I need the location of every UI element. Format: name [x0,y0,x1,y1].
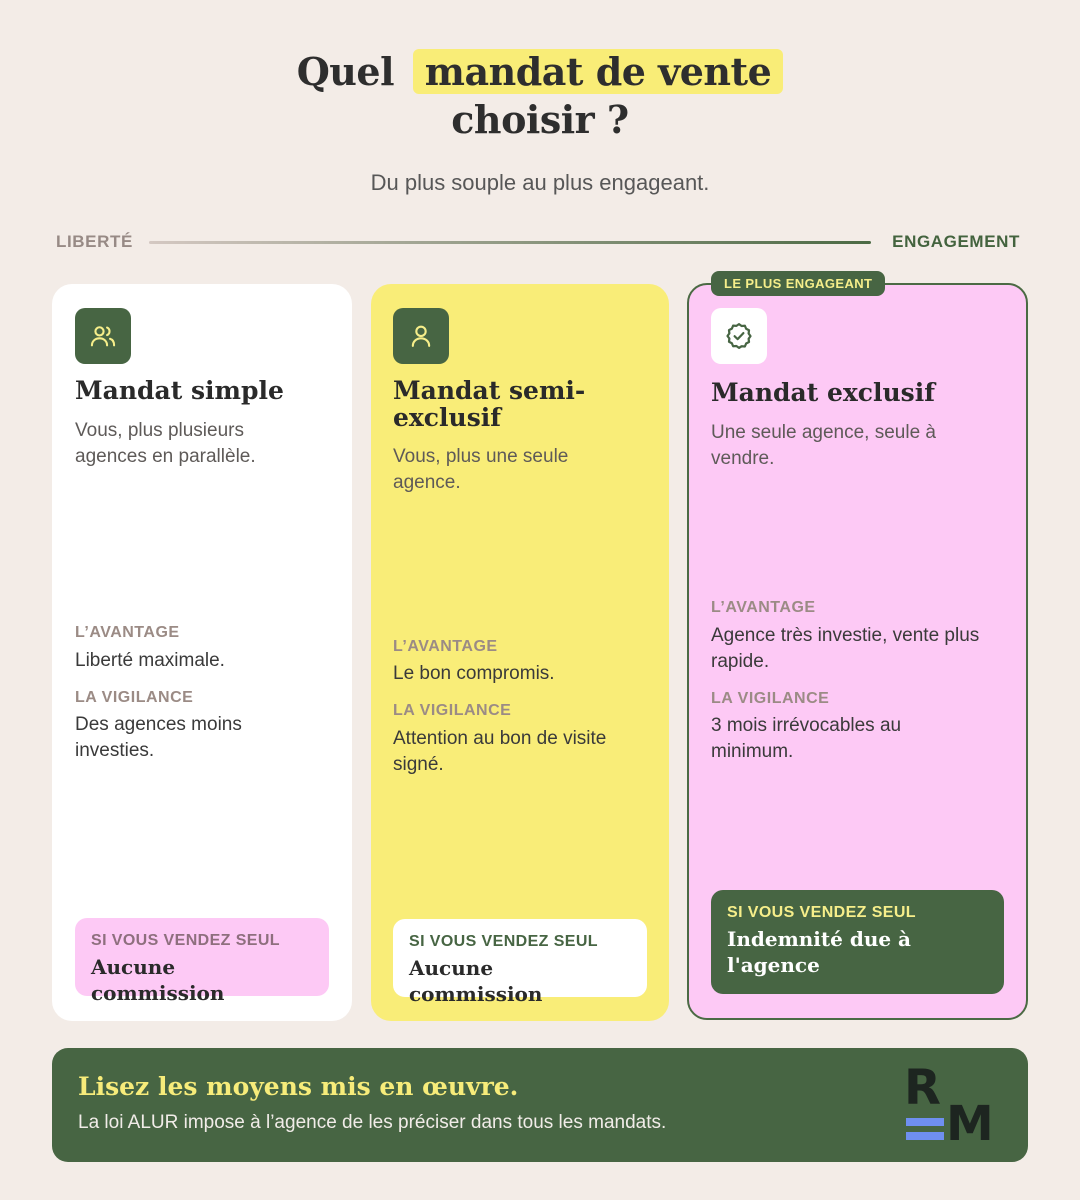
page-subtitle: Du plus souple au plus engageant. [370,170,710,195]
card-description: Vous, plus plusieurs agences en parallèle. [75,420,256,467]
brand-logo [904,1060,994,1152]
card-mandat-simple [52,284,352,1021]
advantage-value: Liberté maximale. [75,650,225,671]
banner-text: La loi ALUR impose à l’agence de les préciser dans tous les mandats. [78,1112,667,1133]
users-icon [75,308,131,364]
info-banner [52,1048,1028,1162]
badge-check-icon [711,308,767,364]
logo-letter-r: R [904,1060,941,1116]
logo-bar-bottom [906,1132,944,1140]
card-description: Une seule agence, seule à vendre. [711,422,936,469]
card-description: Vous, plus une seule agence. [393,446,569,493]
advantage-label: L’AVANTAGE [75,624,180,641]
vigilance-value: Des agences moins investies. [75,714,242,761]
scale-gradient-line [149,241,871,244]
title-prefix: Quel [296,49,395,94]
sell-alone-value: Indemnité due à l'agence [727,927,912,977]
sell-alone-label: SI VOUS VENDEZ SEUL [409,933,598,950]
sell-alone-value: Aucune commission [91,955,225,1005]
advantage-value: Agence très investie, vente plus rapide. [711,625,980,672]
page-title [0,48,1080,144]
user-icon [393,308,449,364]
vigilance-value: 3 mois irrévocables au minimum. [711,715,902,762]
card-title: Mandat simple [75,376,284,405]
sell-alone-value: Aucune commission [409,956,543,1006]
advantage-value: Le bon compromis. [393,663,555,684]
card-title: Mandat exclusif [711,378,936,407]
advantage-label: L’AVANTAGE [711,599,816,616]
liberty-engagement-scale [56,230,1024,254]
most-engaging-badge: LE PLUS ENGAGEANT [711,271,885,296]
card-title: Mandat semi-exclusif [393,376,586,432]
sell-alone-box [711,890,1004,994]
card-mandat-exclusif [687,276,1028,1020]
card-mandat-semi-exclusif [371,284,669,1021]
sell-alone-box [393,919,647,1006]
vigilance-label: LA VIGILANCE [711,690,830,707]
banner-title: Lisez les moyens mis en œuvre. [78,1072,519,1101]
vigilance-value: Attention au bon de visite signé. [393,728,607,775]
title-suffix: choisir ? [451,97,629,142]
logo-letter-m: M [946,1096,994,1152]
vigilance-label: LA VIGILANCE [393,702,512,719]
scale-left-label: LIBERTÉ [56,232,133,251]
sell-alone-box [75,918,329,1005]
sell-alone-label: SI VOUS VENDEZ SEUL [91,932,280,949]
logo-bar-top [906,1118,944,1126]
advantage-label: L’AVANTAGE [393,638,498,655]
title-highlight: mandat de vente [413,49,784,94]
vigilance-label: LA VIGILANCE [75,689,194,706]
sell-alone-label: SI VOUS VENDEZ SEUL [727,904,916,921]
scale-right-label: ENGAGEMENT [892,232,1020,251]
